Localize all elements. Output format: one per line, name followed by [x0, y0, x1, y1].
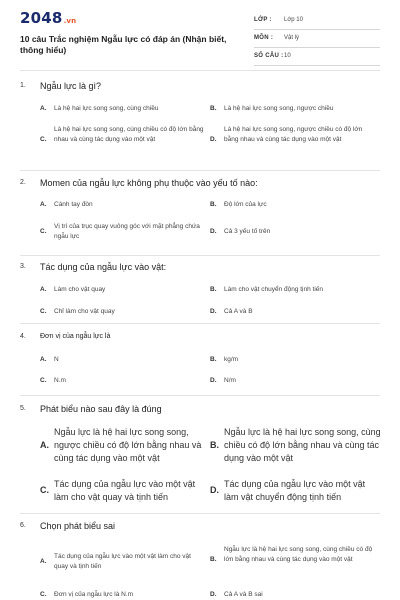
question-text: Ngẫu lực là gì?: [40, 81, 102, 91]
option-letter: B.: [210, 356, 217, 363]
option-text: Là hệ hai lực song song, ngược chiều có độ lớn bằng nhau và cùng tác dụng vào một vật: [224, 126, 363, 143]
divider: [20, 170, 380, 171]
question-6: [20, 520, 380, 600]
question-number: 3.: [20, 263, 26, 270]
option-letter: C.: [40, 591, 47, 598]
logo-suffix: .vn: [63, 17, 77, 25]
option-letter: D.: [210, 228, 217, 235]
meta-label: LỚP :: [254, 17, 272, 23]
meta-info: [254, 13, 380, 67]
option-letter: A.: [40, 558, 47, 565]
option-letter: B.: [210, 105, 217, 112]
question-header: [20, 177, 380, 191]
option-text: Độ lớn của lực: [224, 201, 267, 208]
question-4: [20, 331, 380, 393]
logo-text: 2048: [20, 9, 63, 27]
option-text: Đơn vị của ngẫu lực là N.m: [54, 591, 134, 598]
question-text: Phát biểu nào sau đây là đúng: [40, 404, 162, 414]
option-letter: C.: [40, 485, 49, 495]
question-number: 1.: [20, 82, 26, 89]
divider: [20, 255, 380, 256]
option-letter: D.: [210, 377, 217, 384]
option-letter: C.: [40, 377, 47, 384]
question-text: Đơn vị của ngẫu lực là: [40, 333, 111, 340]
option-letter: A.: [40, 356, 47, 363]
option-text: Ngẫu lực là hệ hai lực song song, cùng chiều có độ lớn bằng nhau và cùng tác dụng vào một vật: [224, 427, 381, 463]
option-text: Vị trí của trục quay vuông góc với mặt phẳng chứa ngẫu lực: [54, 223, 200, 240]
question-3: [20, 261, 380, 321]
option-letter: B.: [210, 201, 217, 208]
option-letter: B.: [210, 440, 219, 450]
option-letter: D.: [210, 136, 217, 143]
meta-count: [254, 49, 380, 66]
question-text: Chọn phát biểu sai: [40, 521, 116, 531]
option-text: Là hệ hai lực song song, ngược chiều: [224, 105, 334, 112]
option-letter: B.: [210, 286, 217, 293]
option-text: Làm cho vật quay: [54, 286, 106, 293]
option-text: Làm cho vật chuyển động tịnh tiến: [224, 286, 324, 293]
option-letter: D.: [210, 591, 217, 598]
divider: [20, 70, 380, 71]
divider: [20, 513, 380, 514]
option-text: Cả A và B: [224, 308, 253, 315]
question-number: 4.: [20, 333, 26, 340]
question-1: [20, 80, 380, 170]
question-text: Tác dụng của ngẫu lực vào vật:: [40, 262, 167, 272]
meta-value: 10: [284, 53, 291, 59]
question-5: [20, 403, 380, 513]
option-letter: D.: [210, 308, 217, 315]
site-logo[interactable]: [20, 9, 76, 27]
question-header: [20, 403, 380, 417]
question-header: [20, 520, 380, 534]
option-text: Ngẫu lực là hệ hai lực song song, ngược chiều có độ lớn bằng nhau và cùng tác dụng vào một vật: [54, 427, 202, 463]
option-letter: C.: [40, 308, 47, 315]
option-text: Tác dụng của ngẫu lực vào một vật làm vật chuyển động tịnh tiến: [224, 479, 366, 502]
option-text: Tác dụng của ngẫu lực vào một vật làm cho vật quay và tịnh tiến: [54, 553, 191, 570]
option-text: Tác dụng của ngẫu lực vào một vật làm cho vật quay và tịnh tiến: [54, 479, 196, 502]
meta-grade: [254, 13, 380, 30]
meta-subject: [254, 31, 380, 48]
option-text: Cả A và B sai: [224, 591, 263, 598]
option-text: Ngẫu lực là hệ hai lực song song, cùng chiều có độ lớn bằng nhau và cùng tác dụng vào một vật: [224, 546, 373, 563]
option-text: kg/m: [224, 356, 239, 363]
meta-label: SỐ CÂU :: [254, 53, 284, 59]
question-header: [20, 331, 380, 345]
option-letter: A.: [40, 440, 49, 450]
divider: [20, 395, 380, 396]
question-number: 6.: [20, 522, 26, 529]
question-header: [20, 80, 380, 94]
option-letter: A.: [40, 286, 47, 293]
question-text: Momen của ngẫu lực không phụ thuộc vào yếu tố nào:: [40, 178, 258, 188]
question-number: 5.: [20, 405, 26, 412]
option-text: Là hệ hai lực song song, cùng chiều: [54, 105, 159, 112]
option-text: Cánh tay đòn: [54, 201, 93, 208]
meta-value: Lớp 10: [284, 17, 303, 23]
option-letter: A.: [40, 201, 47, 208]
option-text: N.m: [54, 377, 66, 384]
option-text: Cả 3 yếu tố trên: [224, 228, 271, 235]
option-letter: D.: [210, 485, 219, 495]
option-letter: C.: [40, 228, 47, 235]
option-text: Chỉ làm cho vật quay: [54, 308, 115, 315]
question-2: [20, 177, 380, 257]
option-letter: A.: [40, 105, 47, 112]
option-text: Là hệ hai lực song song, cùng chiều có độ lớn bằng nhau và cùng tác dụng vào một vật: [54, 126, 204, 143]
divider: [20, 323, 380, 324]
option-letter: B.: [210, 556, 217, 563]
meta-label: MÔN :: [254, 35, 274, 41]
question-number: 2.: [20, 179, 26, 186]
option-text: N: [54, 356, 59, 363]
option-letter: C.: [40, 136, 47, 143]
document-title: 10 câu Trắc nghiệm Ngẫu lực có đáp án (Nhận biết, thông hiểu): [20, 34, 227, 55]
quiz-header: [0, 0, 400, 64]
meta-value: Vật lý: [284, 35, 300, 41]
option-text: N/m: [224, 377, 236, 384]
question-header: [20, 261, 380, 275]
